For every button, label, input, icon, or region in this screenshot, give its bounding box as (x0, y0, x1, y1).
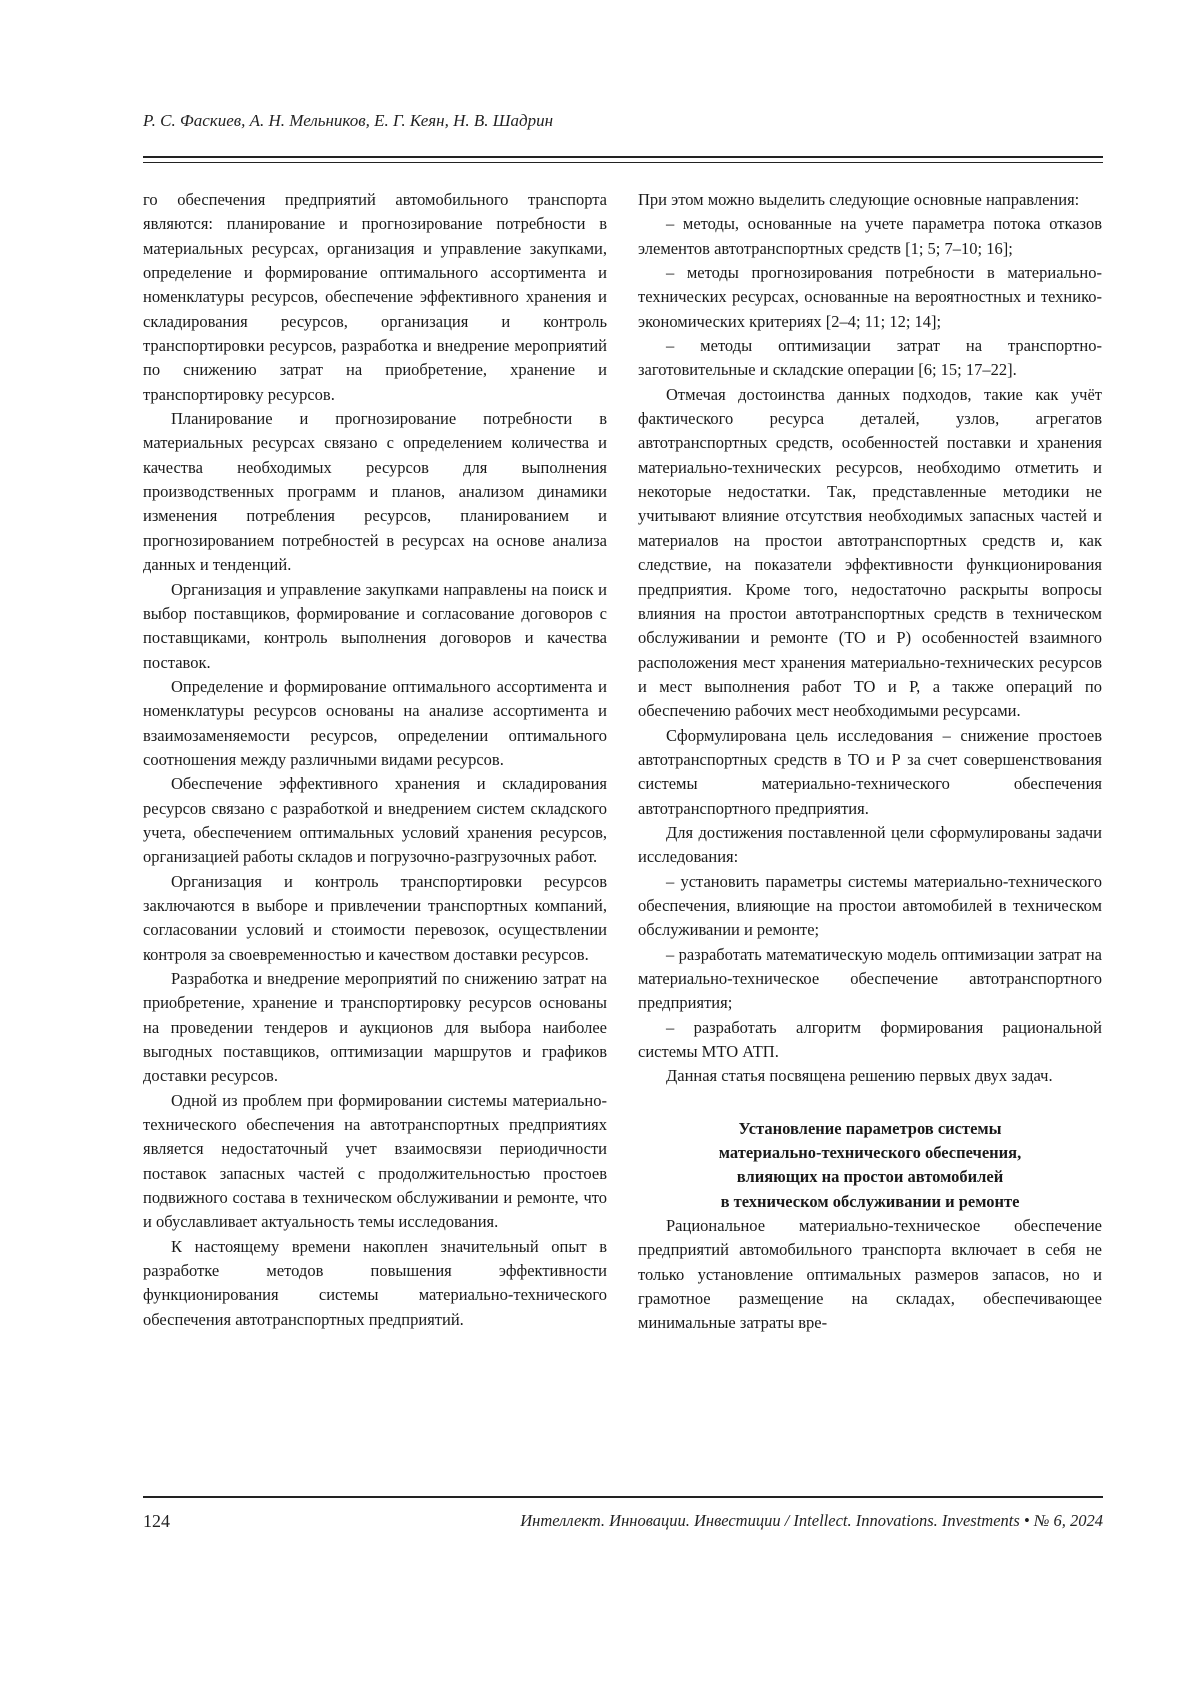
right-paragraph: Отмечая достоинства данных подходов, такие как учёт фактического ресурса деталей, узлов, агрегатов автотранспортных средств, особенностей поставки и хранения материально-технических ресурсов, необходимо отметить и некоторые недостатки. Так, представленные методики не учитывают влияние отсутствия необходимых запасных частей и материалов на простои автотранспортных средств и, как следствие, на показатели эффективности функционирования предприятия. Кроме того, недостаточно раскрыты вопросы влияния на простои автотранспортных средств в техническом обслуживании и ремонте (ТО и Р) особенностей взаимного расположения мест хранения материально-технических ресурсов и мест выполнения работ ТО и Р, а также операций по обеспечению рабочих мест необходимыми ресурсами. (638, 383, 1102, 724)
left-paragraph: Обеспечение эффективного хранения и складирования ресурсов связано с разработкой и внедрением систем складского учета, обеспечением оптимальных условий хранения ресурсов, организацией работы складов и погрузочно-разгрузочных работ. (143, 772, 607, 869)
closing-paragraph: Данная статья посвящена решению первых двух задач. (638, 1064, 1102, 1088)
right-column (638, 188, 1102, 1470)
tasks-intro: Для достижения поставленной цели сформулированы задачи исследования: (638, 821, 1102, 870)
research-goal-paragraph: Сформулирована цель исследования – снижение простоев автотранспортных средств в ТО и Р за счет совершенствования системы материально-технического обеспечения автотранспортного предприятия. (638, 724, 1102, 821)
left-paragraph: го обеспечения предприятий автомобильного транспорта являются: планирование и прогнозирование потребности в материальных ресурсах, организация и управление закупками, определение и формирование оптимального ассортимента и номенклатуры ресурсов, обеспечение эффективного хранения и складирования ресурсов, организация и контроль транспортировки ресурсов, разработка и внедрение мероприятий по снижению затрат на приобретение, хранение и транспортировку ресурсов. (143, 188, 607, 407)
section-heading-line: материально-технического обеспечения, (638, 1141, 1102, 1165)
left-paragraph: К настоящему времени накоплен значительный опыт в разработке методов повышения эффективности функционирования системы материально-технического обеспечения автотранспортных предприятий. (143, 1235, 607, 1332)
section-paragraph: Рациональное материально-техническое обеспечение предприятий автомобильного транспорта включает в себя не только установление оптимальных размеров запасов, но и грамотное размещение на складах, обеспечивающее минимальные затраты вре- (638, 1214, 1102, 1336)
task-item: – разработать математическую модель оптимизации затрат на материально-техническое обеспечение автотранспортного предприятия; (638, 943, 1102, 1016)
left-paragraph: Одной из проблем при формировании системы материально-технического обеспечения на автотранспортных предприятиях является недостаточный учет взаимосвязи периодичности поставок запасных частей с продолжительностью простоев подвижного состава в техническом обслуживании и ремонте, что и обуславливает актуальность темы исследования. (143, 1089, 607, 1235)
left-paragraph: Планирование и прогнозирование потребности в материальных ресурсах связано с определением количества и качества необходимых ресурсов для выполнения производственных программ и планов, анализом динамики изменения потребления ресурсов, планированием и прогнозированием потребностей в ресурсах на основе анализа данных и тенденций. (143, 407, 607, 577)
header-rule-thick (143, 156, 1103, 158)
left-paragraph: Разработка и внедрение мероприятий по снижению затрат на приобретение, хранение и транспортировку ресурсов основаны на проведении тендеров и аукционов для выбора наиболее выгодных поставщиков, оптимизации маршрутов и графиков доставки ресурсов. (143, 967, 607, 1089)
task-item: – разработать алгоритм формирования рациональной системы МТО АТП. (638, 1016, 1102, 1065)
journal-page (0, 0, 1200, 1697)
left-paragraph: Организация и управление закупками направлены на поиск и выбор поставщиков, формирование и согласование договоров с поставщиками, контроль выполнения договоров и качества поставок. (143, 578, 607, 675)
header-rule-thin (143, 162, 1103, 163)
running-head-authors: Р. С. Фаскиев, А. Н. Мельников, Е. Г. Кеян, Н. В. Шадрин (143, 111, 1103, 131)
task-item: – установить параметры системы материально-технического обеспечения, влияющие на простои автомобилей в техническом обслуживании и ремонте; (638, 870, 1102, 943)
right-intro: При этом можно выделить следующие основные направления: (638, 188, 1102, 212)
direction-item: – методы оптимизации затрат на транспортно-заготовительные и складские операции [6; 15; 17–22]. (638, 334, 1102, 383)
left-paragraph: Организация и контроль транспортировки ресурсов заключаются в выборе и привлечении транспортных компаний, согласовании условий и стоимости перевозок, осуществлении контроля за своевременностью и качеством доставки ресурсов. (143, 870, 607, 967)
left-column (143, 188, 607, 1470)
page-number: 124 (143, 1511, 170, 1532)
section-heading-line: влияющих на простои автомобилей (638, 1165, 1102, 1189)
section-heading-line: в техническом обслуживании и ремонте (638, 1190, 1102, 1214)
section-heading-line: Установление параметров системы (638, 1117, 1102, 1141)
direction-item: – методы, основанные на учете параметра потока отказов элементов автотранспортных средств [1; 5; 7–10; 16]; (638, 212, 1102, 261)
section-heading (638, 1117, 1102, 1214)
left-paragraph: Определение и формирование оптимального ассортимента и номенклатуры ресурсов основаны на анализе ассортимента и взаимозаменяемости ресурсов, определении оптимального соотношения между различными видами ресурсов. (143, 675, 607, 772)
direction-item: – методы прогнозирования потребности в материально-технических ресурсах, основанные на вероятностных и технико-экономических критериях [2–4; 11; 12; 14]; (638, 261, 1102, 334)
footer-rule (143, 1496, 1103, 1498)
journal-title: Интеллект. Инновации. Инвестиции / Intellect. Innovations. Investments • № 6, 2024 (520, 1511, 1103, 1531)
